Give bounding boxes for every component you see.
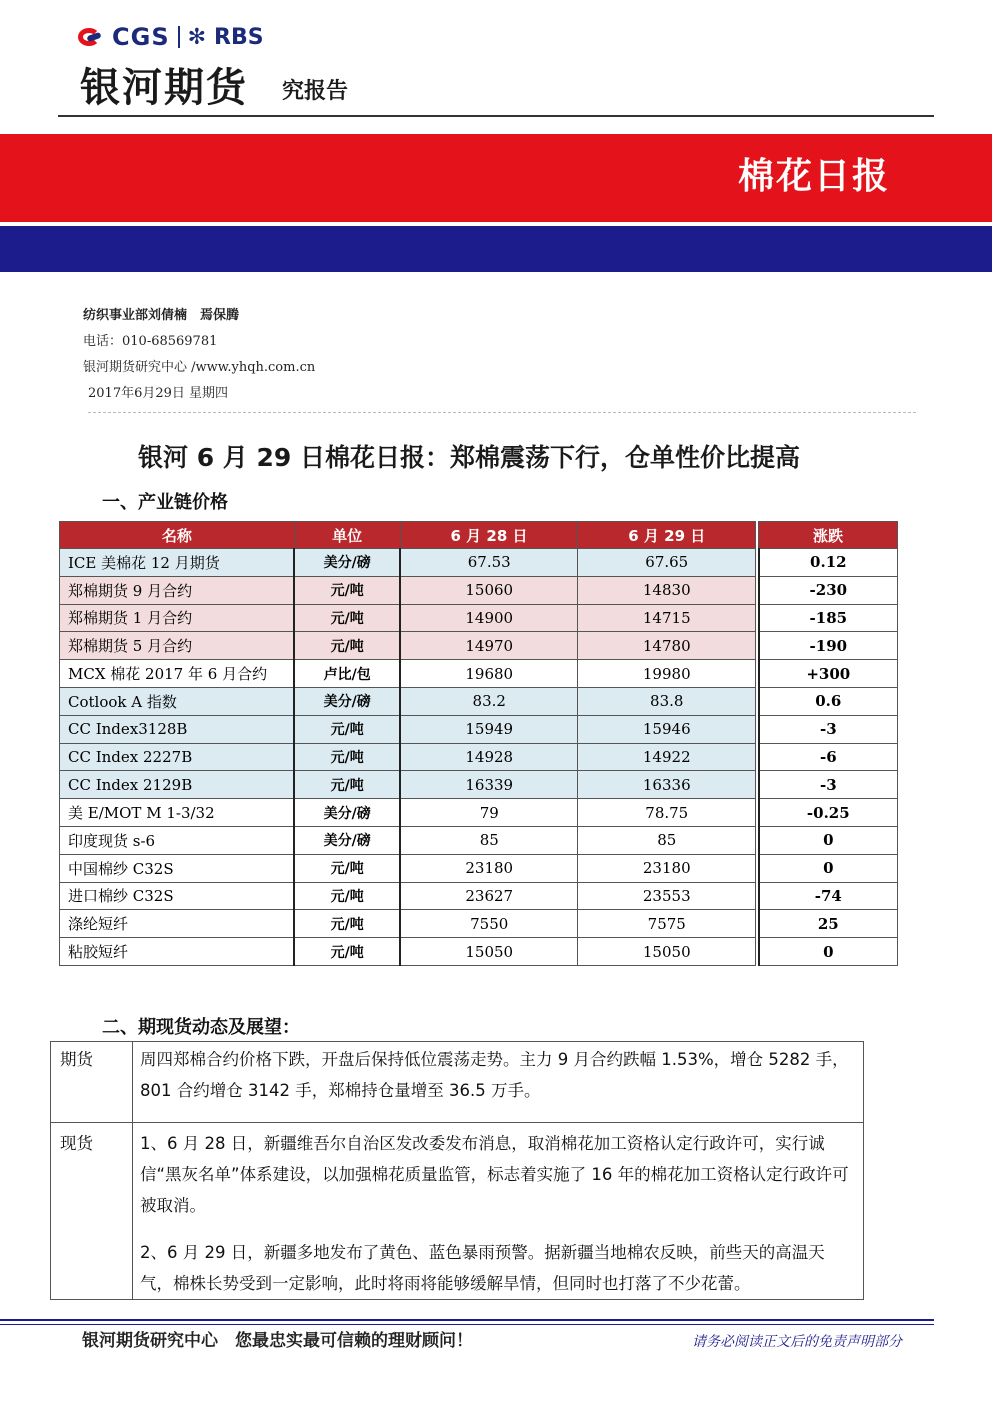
spot-row — [51, 1123, 864, 1300]
table-row — [60, 549, 898, 577]
row-name: 涤纶短纤 — [60, 910, 295, 938]
footer-disclaimer: 请务必阅读正文后的免责声明部分 — [692, 1334, 902, 1350]
row-unit: 美分/磅 — [294, 799, 400, 827]
report-date: 2017年6月29日 星期四 — [88, 386, 229, 401]
row-change: 0.12 — [759, 549, 898, 577]
col-header-name: 名称 — [60, 522, 295, 549]
row-name: 美 E/MOT M 1-3/32 — [60, 799, 295, 827]
row-name: 郑棉期货 9 月合约 — [60, 576, 295, 604]
row-price-day1: 14900 — [400, 604, 578, 632]
table-row — [60, 882, 898, 910]
row-unit: 元/吨 — [294, 632, 400, 660]
row-name: 进口棉纱 C32S — [60, 882, 295, 910]
row-change: -6 — [759, 743, 898, 771]
table-row — [60, 660, 898, 688]
col-header-change: 涨跌 — [759, 522, 898, 549]
report-headline: 银河 6 月 29 日棉花日报：郑棉震荡下行，仓单性价比提高 — [137, 443, 800, 472]
row-name: CC Index 2227B — [60, 743, 295, 771]
futures-text-cell — [133, 1042, 864, 1123]
row-name: Cotlook A 指数 — [60, 687, 295, 715]
row-price-day2: 16336 — [578, 771, 756, 799]
table-row — [60, 826, 898, 854]
report-type: 究报告 — [282, 79, 349, 104]
row-price-day1: 14970 — [400, 632, 578, 660]
spot-label: 现货 — [51, 1123, 133, 1300]
phone: 电话：010-68569781 — [83, 334, 218, 349]
row-price-day1: 15949 — [400, 715, 578, 743]
row-change: -74 — [759, 882, 898, 910]
row-price-day2: 7575 — [578, 910, 756, 938]
row-unit: 元/吨 — [294, 576, 400, 604]
row-price-day2: 15050 — [578, 938, 756, 966]
table-row — [60, 938, 898, 966]
table-row — [60, 576, 898, 604]
row-price-day1: 67.53 — [400, 549, 578, 577]
company-logo — [78, 22, 264, 52]
research-center: 银河期货研究中心 /www.yhqh.com.cn — [83, 360, 316, 375]
logo-rbs-text: RBS — [214, 24, 264, 50]
row-unit: 元/吨 — [294, 938, 400, 966]
row-unit: 元/吨 — [294, 771, 400, 799]
row-unit: 元/吨 — [294, 854, 400, 882]
row-name: 中国棉纱 C32S — [60, 854, 295, 882]
spot-text-cell — [133, 1123, 864, 1300]
row-price-day2: 19980 — [578, 660, 756, 688]
row-price-day2: 67.65 — [578, 549, 756, 577]
row-name: 印度现货 s-6 — [60, 826, 295, 854]
row-price-day1: 83.2 — [400, 687, 578, 715]
row-change: -3 — [759, 771, 898, 799]
row-price-day1: 14928 — [400, 743, 578, 771]
col-header-day2: 6 月 29 日 — [578, 522, 756, 549]
row-price-day2: 78.75 — [578, 799, 756, 827]
futures-label: 期货 — [51, 1042, 133, 1123]
title-banner — [0, 134, 992, 222]
spot-paragraph-2: 2、6 月 29 日，新疆多地发布了黄色、蓝色暴雨预警。据新疆当地棉农反映，前些天的高温天气，棉株长势受到一定影响，此时将雨将能够缓解旱情，但同时也打落了不少花蕾。 — [140, 1243, 825, 1293]
row-price-day1: 85 — [400, 826, 578, 854]
authors: 纺织事业部刘倩楠 焉保腾 — [83, 308, 240, 323]
row-unit: 元/吨 — [294, 715, 400, 743]
row-price-day1: 15050 — [400, 938, 578, 966]
row-change: 25 — [759, 910, 898, 938]
row-unit: 元/吨 — [294, 743, 400, 771]
row-price-day2: 83.8 — [578, 687, 756, 715]
row-unit: 卢比/包 — [294, 660, 400, 688]
logo-cgs-text: CGS — [112, 23, 170, 51]
row-name: MCX 棉花 2017 年 6 月合约 — [60, 660, 295, 688]
section-2-title: 二、期现货动态及展望： — [102, 1017, 300, 1038]
row-price-day1: 79 — [400, 799, 578, 827]
row-price-day2: 15946 — [578, 715, 756, 743]
row-price-day2: 23553 — [578, 882, 756, 910]
row-change: 0 — [759, 854, 898, 882]
section-1-title: 一、产业链价格 — [102, 492, 228, 513]
outlook-table — [50, 1041, 864, 1300]
row-name: 粘胶短纤 — [60, 938, 295, 966]
row-price-day1: 16339 — [400, 771, 578, 799]
row-unit: 美分/磅 — [294, 549, 400, 577]
logo-separator — [178, 26, 180, 48]
footer-slogan: 银河期货研究中心 您最忠实最可信赖的理财顾问！ — [82, 1331, 473, 1351]
price-table — [59, 521, 898, 966]
row-unit: 美分/磅 — [294, 687, 400, 715]
row-price-day2: 85 — [578, 826, 756, 854]
futures-row — [51, 1042, 864, 1123]
row-price-day1: 23627 — [400, 882, 578, 910]
row-name: ICE 美棉花 12 月期货 — [60, 549, 295, 577]
row-unit: 美分/磅 — [294, 826, 400, 854]
col-header-unit: 单位 — [294, 522, 400, 549]
row-unit: 元/吨 — [294, 882, 400, 910]
table-row — [60, 771, 898, 799]
table-row — [60, 715, 898, 743]
row-name: CC Index 2129B — [60, 771, 295, 799]
table-row — [60, 743, 898, 771]
row-change: -0.25 — [759, 799, 898, 827]
table-row — [60, 604, 898, 632]
row-price-day1: 19680 — [400, 660, 578, 688]
rbs-logo-icon: ✻ — [187, 24, 207, 50]
row-name: 郑棉期货 5 月合约 — [60, 632, 295, 660]
row-price-day2: 14830 — [578, 576, 756, 604]
row-change: 0 — [759, 938, 898, 966]
price-table-header — [60, 522, 898, 549]
blue-banner — [0, 226, 992, 272]
table-row — [60, 632, 898, 660]
footer-rule — [0, 1319, 934, 1321]
row-price-day1: 7550 — [400, 910, 578, 938]
table-row — [60, 687, 898, 715]
row-change: 0 — [759, 826, 898, 854]
row-change: -230 — [759, 576, 898, 604]
row-change: -3 — [759, 715, 898, 743]
col-header-day1: 6 月 28 日 — [400, 522, 578, 549]
table-row — [60, 910, 898, 938]
row-unit: 元/吨 — [294, 910, 400, 938]
row-name: 郑棉期货 1 月合约 — [60, 604, 295, 632]
brand-title: 银河期货 — [80, 65, 248, 111]
table-row — [60, 854, 898, 882]
row-name: CC Index3128B — [60, 715, 295, 743]
futures-text: 周四郑棉合约价格下跌，开盘后保持低位震荡走势。主力 9 月合约跌幅 1.53%，增仓 5282 手，801 合约增仓 3142 手，郑棉持仓量增至 36.5 万手。 — [140, 1050, 849, 1100]
row-price-day2: 14715 — [578, 604, 756, 632]
table-row — [60, 799, 898, 827]
row-change: +300 — [759, 660, 898, 688]
banner-title: 棉花日报 — [737, 156, 890, 197]
row-price-day1: 23180 — [400, 854, 578, 882]
row-price-day2: 14780 — [578, 632, 756, 660]
row-change: -185 — [759, 604, 898, 632]
row-unit: 元/吨 — [294, 604, 400, 632]
cgs-logo-icon — [78, 26, 104, 48]
row-price-day2: 14922 — [578, 743, 756, 771]
footer-rule-thin — [0, 1324, 934, 1325]
row-price-day2: 23180 — [578, 854, 756, 882]
spot-paragraph-1: 1、6 月 28 日，新疆维吾尔自治区发改委发布消息，取消棉花加工资格认定行政许可，实行诚信“黑灰名单”体系建设，以加强棉花质量监管，标志着实施了 16 年的棉花加工资格认定行政许可被取消。 — [140, 1134, 849, 1215]
meta-divider — [88, 412, 916, 413]
row-change: 0.6 — [759, 687, 898, 715]
header-divider — [58, 115, 934, 117]
row-change: -190 — [759, 632, 898, 660]
row-price-day1: 15060 — [400, 576, 578, 604]
